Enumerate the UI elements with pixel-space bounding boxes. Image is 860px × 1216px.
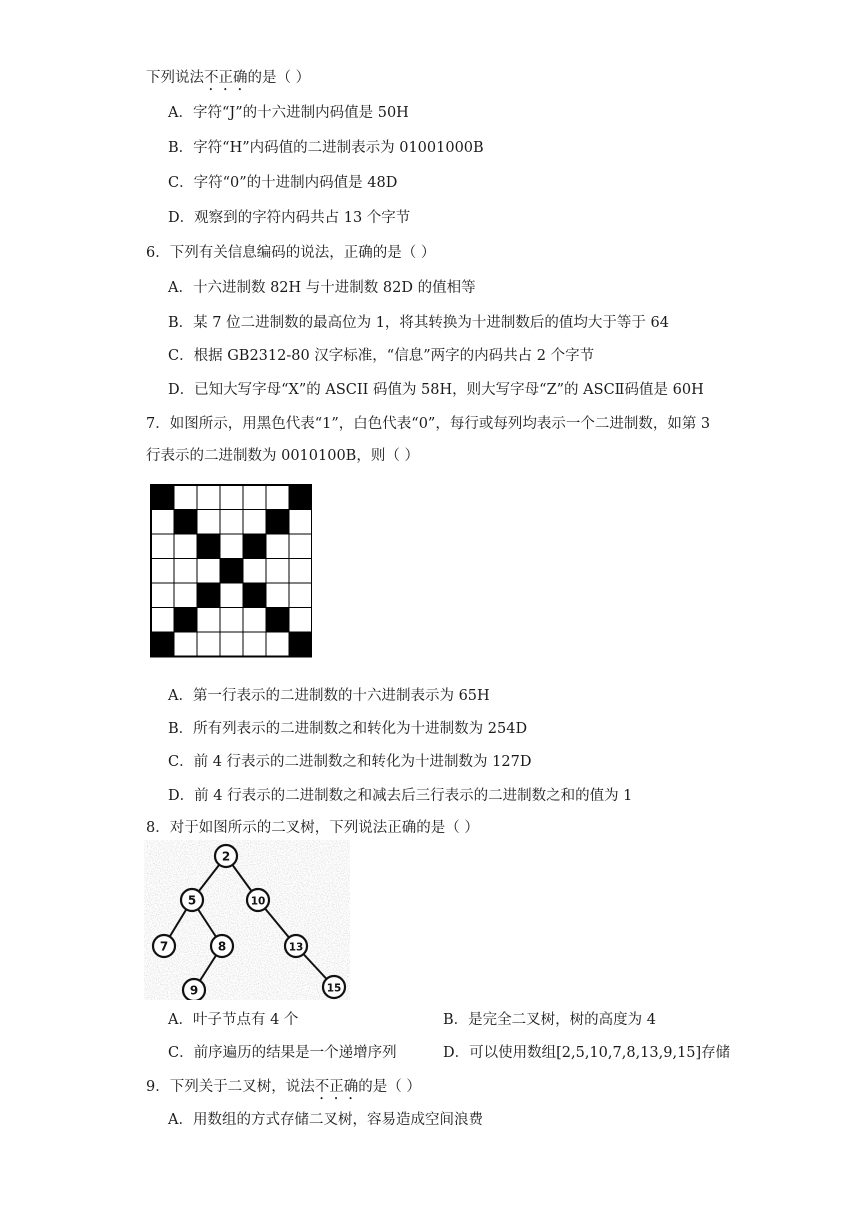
tree-node-label: 8 bbox=[217, 939, 227, 954]
tree-node-label: 2 bbox=[221, 849, 231, 864]
q9-stem: 9．下列关于二叉树，说法不正确的是（ ） bbox=[146, 1079, 421, 1095]
tree-node-10 bbox=[247, 889, 269, 911]
grid-cell-r7-c4 bbox=[220, 632, 243, 657]
grid-cell-r7-c5 bbox=[243, 632, 266, 657]
grid-cell-r7-c3 bbox=[197, 632, 220, 657]
tree-node-2 bbox=[215, 845, 237, 867]
q5-option-b: B．字符“H”内码值的二进制表示为 01001000B bbox=[168, 140, 484, 156]
grid-cell-r5-c1 bbox=[151, 583, 174, 608]
grid-cell-r3-c7 bbox=[289, 534, 312, 559]
q8-option-b: B．是完全二叉树，树的高度为 4 bbox=[443, 1012, 656, 1028]
grid-cell-r4-c6 bbox=[266, 559, 289, 584]
grid-cell-r1-c3 bbox=[197, 485, 220, 510]
tree-node-5 bbox=[181, 889, 203, 911]
grid-cell-r6-c6 bbox=[266, 608, 289, 633]
grid-cell-r2-c6 bbox=[266, 510, 289, 535]
q7-stem-line1: 7．如图所示，用黑色代表“1”，白色代表“0”，每行或每列均表示一个二进制数，如第 3 bbox=[146, 416, 711, 432]
grid-cell-r2-c7 bbox=[289, 510, 312, 535]
grid-cell-r3-c1 bbox=[151, 534, 174, 559]
q6-stem: 6．下列有关信息编码的说法，正确的是（ ） bbox=[146, 245, 436, 261]
q6-option-a: A．十六进制数 82H 与十进制数 82D 的值相等 bbox=[168, 280, 476, 296]
grid-cell-r5-c3 bbox=[197, 583, 220, 608]
tree-node-7 bbox=[153, 935, 175, 957]
grid-cell-r6-c7 bbox=[289, 608, 312, 633]
grid-cell-r4-c4 bbox=[220, 559, 243, 584]
grid-cell-r7-c1 bbox=[151, 632, 174, 657]
tree-node-15 bbox=[323, 976, 345, 998]
grid-cell-r6-c3 bbox=[197, 608, 220, 633]
q6-option-d: D．已知大写字母“X”的 ASCII 码值为 58H，则大写字母“Z”的 ASCⅡ码值是 60H bbox=[168, 382, 704, 398]
q6-option-b: B．某 7 位二进制数的最高位为 1，将其转换为十进制数后的值均大于等于 64 bbox=[168, 315, 669, 331]
q6-option-c: C．根据 GB2312-80 汉字标准，“信息”两字的内码共占 2 个字节 bbox=[168, 348, 595, 364]
grid-cell-r5-c5 bbox=[243, 583, 266, 608]
tree-node-label: 5 bbox=[187, 893, 197, 908]
grid-cell-r4-c3 bbox=[197, 559, 220, 584]
q7-option-d: D．前 4 行表示的二进制数之和减去后三行表示的二进制数之和的值为 1 bbox=[168, 788, 633, 804]
q5-option-d: D．观察到的字符内码共占 13 个字节 bbox=[168, 210, 411, 226]
grid-cell-r6-c4 bbox=[220, 608, 243, 633]
grid-cell-r3-c3 bbox=[197, 534, 220, 559]
grid-cell-r2-c2 bbox=[174, 510, 197, 535]
grid-cell-r5-c2 bbox=[174, 583, 197, 608]
grid-cell-r4-c2 bbox=[174, 559, 197, 584]
grid-cell-r2-c5 bbox=[243, 510, 266, 535]
q9-option-a: A．用数组的方式存储二叉树，容易造成空间浪费 bbox=[168, 1112, 483, 1128]
q8-option-a: A．叶子节点有 4 个 bbox=[168, 1012, 299, 1028]
tree-node-9 bbox=[183, 979, 205, 1000]
grid-cell-r3-c2 bbox=[174, 534, 197, 559]
grid-cell-r6-c5 bbox=[243, 608, 266, 633]
q5-emphasis: 不正确 bbox=[204, 70, 248, 86]
q5-option-c: C．字符“0”的十进制内码值是 48D bbox=[168, 175, 398, 191]
q8-option-d: D．可以使用数组[2,5,10,7,8,13,9,15]存储 bbox=[443, 1045, 731, 1061]
q9-emphasis: 不正确 bbox=[314, 1079, 359, 1095]
grid-cell-r1-c7 bbox=[289, 485, 312, 510]
tree-node-label: 15 bbox=[326, 982, 342, 995]
q8-stem: 8．对于如图所示的二叉树，下列说法正确的是（ ） bbox=[146, 820, 479, 836]
q7-binary-grid-figure bbox=[150, 484, 312, 660]
q7-option-a: A．第一行表示的二进制数的十六进制表示为 65H bbox=[168, 688, 490, 704]
grid-cell-r4-c1 bbox=[151, 559, 174, 584]
tree-node-8 bbox=[211, 935, 233, 957]
q8-option-c: C．前序遍历的结果是一个递增序列 bbox=[168, 1045, 397, 1061]
q7-option-c: C．前 4 行表示的二进制数之和转化为十进制数为 127D bbox=[168, 754, 532, 770]
grid-cell-r6-c2 bbox=[174, 608, 197, 633]
grid-cell-r7-c6 bbox=[266, 632, 289, 657]
tree-node-label: 9 bbox=[189, 983, 199, 998]
q7-option-b: B．所有列表示的二进制数之和转化为十进制数为 254D bbox=[168, 721, 528, 737]
tree-node-13 bbox=[285, 935, 307, 957]
grid-cell-r4-c7 bbox=[289, 559, 312, 584]
tree-node-label: 13 bbox=[288, 941, 304, 954]
tree-node-label: 7 bbox=[159, 939, 169, 954]
grid-cell-r6-c1 bbox=[151, 608, 174, 633]
q7-stem-line2: 行表示的二进制数为 0010100B，则（ ） bbox=[146, 448, 419, 464]
grid-cell-r1-c5 bbox=[243, 485, 266, 510]
grid-cell-r1-c4 bbox=[220, 485, 243, 510]
grid-cell-r7-c2 bbox=[174, 632, 197, 657]
tree-node-label: 10 bbox=[250, 895, 266, 908]
grid-cell-r5-c6 bbox=[266, 583, 289, 608]
grid-cell-r3-c5 bbox=[243, 534, 266, 559]
q8-binary-tree-figure bbox=[144, 840, 350, 1000]
q5-stem: 下列说法不正确的是（ ） bbox=[146, 70, 311, 86]
grid-cell-r2-c3 bbox=[197, 510, 220, 535]
grid-cell-r2-c4 bbox=[220, 510, 243, 535]
grid-cell-r1-c6 bbox=[266, 485, 289, 510]
grid-cell-r3-c4 bbox=[220, 534, 243, 559]
grid-cell-r7-c7 bbox=[289, 632, 312, 657]
grid-cell-r5-c4 bbox=[220, 583, 243, 608]
grid-cell-r2-c1 bbox=[151, 510, 174, 535]
grid-cell-r3-c6 bbox=[266, 534, 289, 559]
q5-option-a: A．字符“J”的十六进制内码值是 50H bbox=[168, 105, 409, 121]
grid-cell-r1-c2 bbox=[174, 485, 197, 510]
grid-cell-r4-c5 bbox=[243, 559, 266, 584]
grid-cell-r1-c1 bbox=[151, 485, 174, 510]
grid-cell-r5-c7 bbox=[289, 583, 312, 608]
